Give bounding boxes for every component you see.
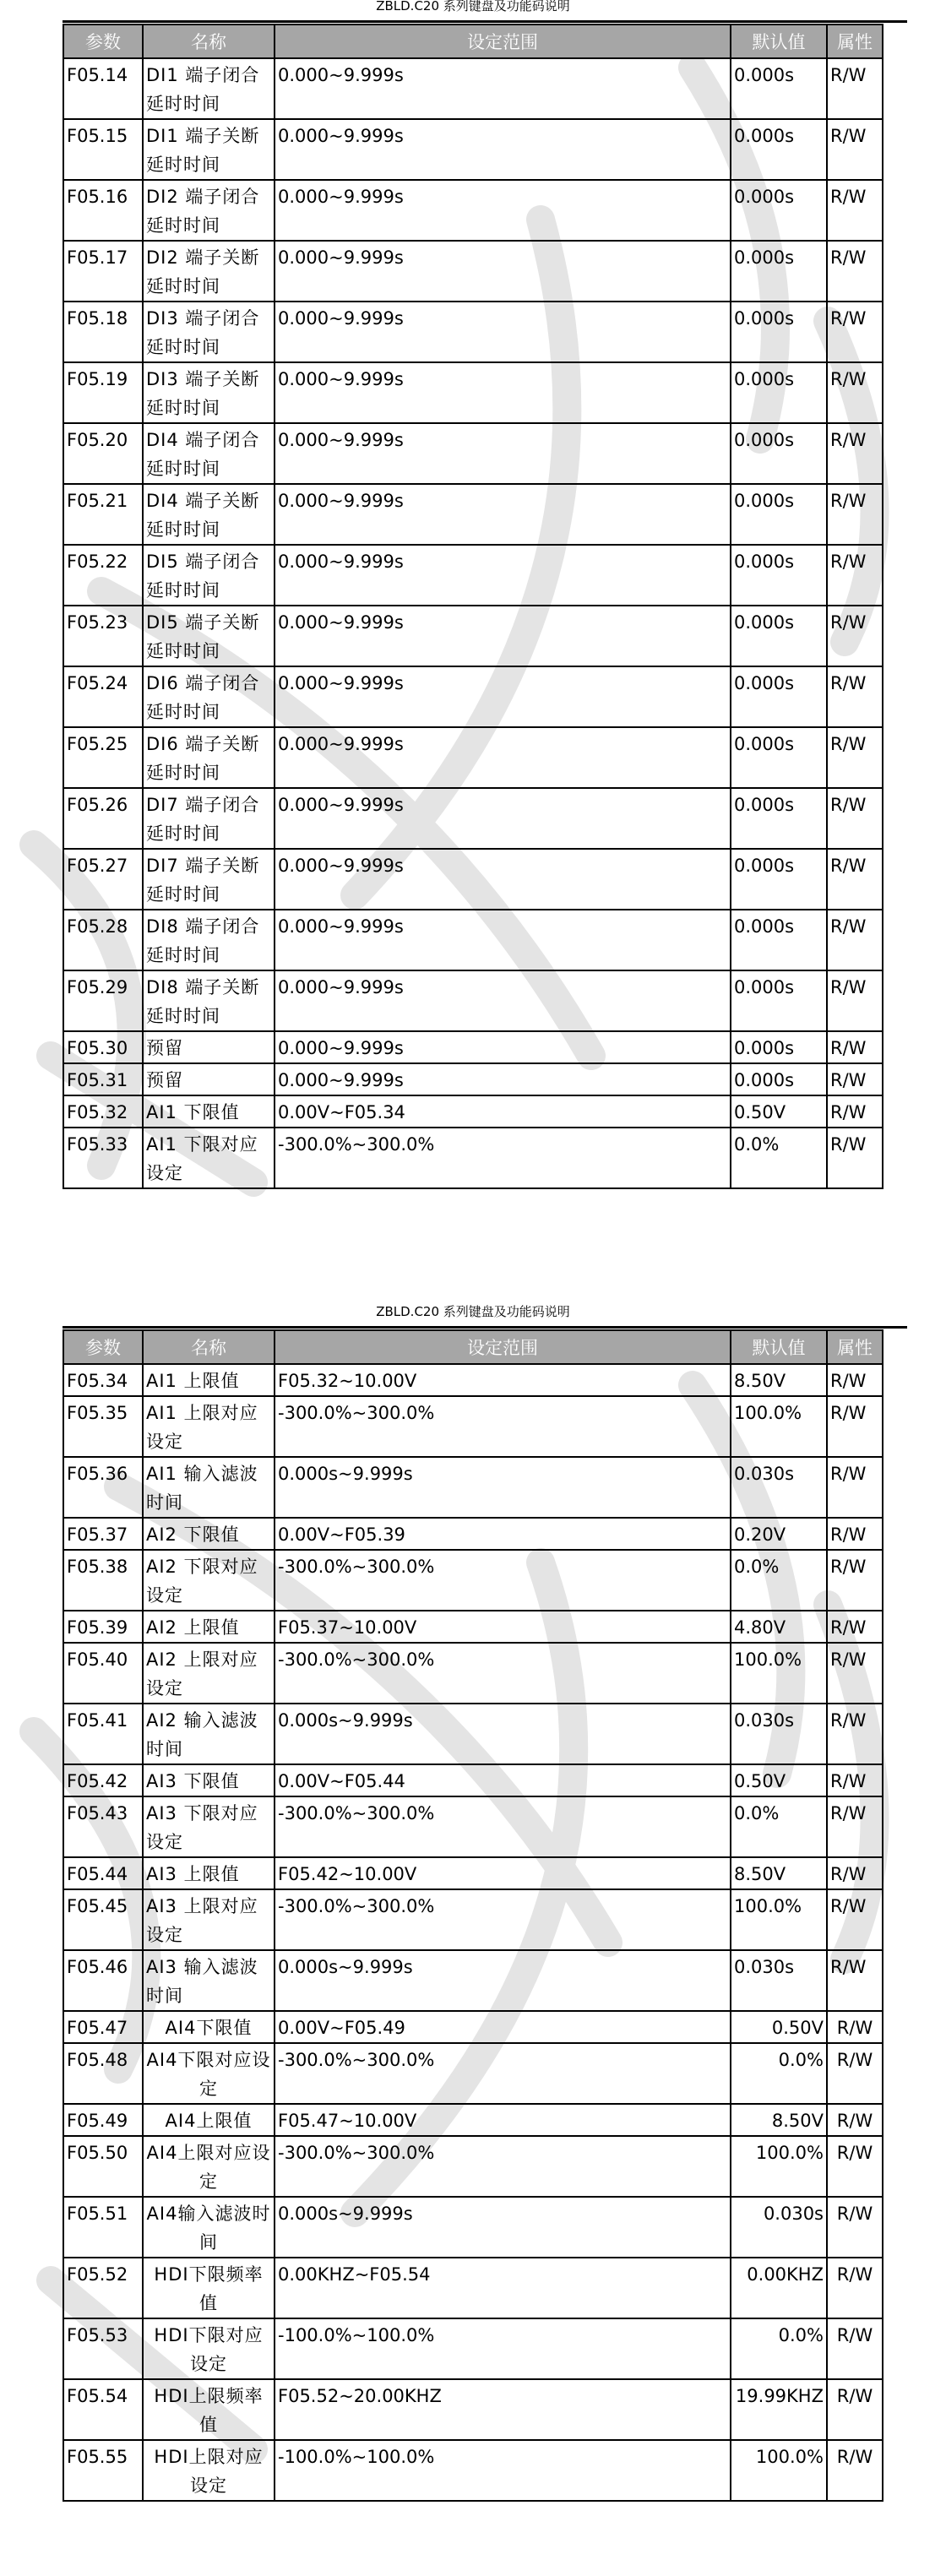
param-code-cell: F05.25 [63,727,143,788]
setting-range-cell: 0.000~9.999s [275,119,731,180]
attribute-cell: R/W [827,2136,883,2197]
column-header-param: 参数 [63,1330,143,1364]
param-code-cell: F05.49 [63,2104,143,2136]
param-name-cell: DI5 端子关断延时时间 [143,606,275,666]
table-row [63,1128,883,1188]
setting-range-cell: F05.42~10.00V [275,1857,731,1889]
default-value-cell: 0.000s [731,1031,827,1063]
param-name-cell: AI2 上限值 [143,1611,275,1643]
attribute-cell: R/W [827,1396,883,1457]
setting-range-cell: 0.000s~9.999s [275,1457,731,1518]
param-code-cell: F05.53 [63,2318,143,2379]
column-header-name: 名称 [143,24,275,58]
setting-range-cell: 0.00V~F05.39 [275,1518,731,1550]
default-value-cell: 0.000s [731,970,827,1031]
table-row [63,1550,883,1611]
param-code-cell: F05.38 [63,1550,143,1611]
param-name-cell: DI4 端子关断延时时间 [143,484,275,545]
attribute-cell: R/W [827,1095,883,1128]
param-name-cell: AI4输入滤波时间 [143,2197,275,2258]
table-row [63,1095,883,1128]
setting-range-cell: 0.000~9.999s [275,606,731,666]
table-row [63,1611,883,1643]
column-header-range: 设定范围 [275,1330,731,1364]
param-name-cell: AI4上限值 [143,2104,275,2136]
table-row [63,302,883,362]
default-value-cell: 4.80V [731,1611,827,1643]
param-name-cell: AI4上限对应设定 [143,2136,275,2197]
attribute-cell: R/W [827,545,883,606]
table-header-row [63,1330,883,1364]
attribute-cell: R/W [827,2011,883,2043]
param-code-cell: F05.35 [63,1396,143,1457]
default-value-cell: 0.000s [731,545,827,606]
setting-range-cell: 0.000~9.999s [275,423,731,484]
param-code-cell: F05.33 [63,1128,143,1188]
param-code-cell: F05.27 [63,849,143,910]
setting-range-cell: -100.0%~100.0% [275,2440,731,2501]
setting-range-cell: 0.000~9.999s [275,362,731,423]
table-row [63,727,883,788]
default-value-cell: 0.030s [731,1704,827,1764]
table-row [63,1796,883,1857]
param-name-cell: AI4下限值 [143,2011,275,2043]
table-row [63,1457,883,1518]
parameter-table [63,24,883,1189]
default-value-cell: 0.000s [731,241,827,302]
param-name-cell: DI1 端子闭合延时时间 [143,58,275,119]
param-code-cell: F05.16 [63,180,143,241]
attribute-cell: R/W [827,2043,883,2104]
param-name-cell: AI1 上限对应设定 [143,1396,275,1457]
param-code-cell: F05.39 [63,1611,143,1643]
table-header-row [63,24,883,58]
param-name-cell: AI2 下限值 [143,1518,275,1550]
param-name-cell: AI3 上限对应设定 [143,1889,275,1950]
setting-range-cell: 0.000~9.999s [275,788,731,849]
setting-range-cell: 0.00V~F05.44 [275,1764,731,1796]
attribute-cell: R/W [827,970,883,1031]
param-name-cell: AI1 下限值 [143,1095,275,1128]
setting-range-cell: 0.000~9.999s [275,910,731,970]
header-rule [63,20,907,23]
param-code-cell: F05.34 [63,1364,143,1396]
param-name-cell: HDI下限对应设定 [143,2318,275,2379]
setting-range-cell: 0.000~9.999s [275,849,731,910]
param-name-cell: AI4下限对应设定 [143,2043,275,2104]
attribute-cell: R/W [827,1031,883,1063]
param-name-cell: AI3 下限对应设定 [143,1796,275,1857]
default-value-cell: 0.000s [731,606,827,666]
param-code-cell: F05.31 [63,1063,143,1095]
table-row [63,606,883,666]
attribute-cell: R/W [827,241,883,302]
setting-range-cell: F05.32~10.00V [275,1364,731,1396]
table-row [63,1889,883,1950]
setting-range-cell: -300.0%~300.0% [275,2043,731,2104]
table-row [63,2318,883,2379]
table-row [63,1704,883,1764]
default-value-cell: 0.030s [731,1457,827,1518]
default-value-cell: 0.000s [731,484,827,545]
param-name-cell: DI3 端子闭合延时时间 [143,302,275,362]
setting-range-cell: F05.52~20.00KHZ [275,2379,731,2440]
table-row [63,2379,883,2440]
table-row [63,2197,883,2258]
table-row [63,1764,883,1796]
attribute-cell: R/W [827,1550,883,1611]
setting-range-cell: -100.0%~100.0% [275,2318,731,2379]
setting-range-cell: -300.0%~300.0% [275,1643,731,1704]
param-code-cell: F05.50 [63,2136,143,2197]
attribute-cell: R/W [827,1857,883,1889]
param-name-cell: 预留 [143,1063,275,1095]
attribute-cell: R/W [827,58,883,119]
default-value-cell: 0.000s [731,58,827,119]
column-header-default: 默认值 [731,24,827,58]
attribute-cell: R/W [827,2318,883,2379]
param-code-cell: F05.21 [63,484,143,545]
attribute-cell: R/W [827,180,883,241]
table-row [63,788,883,849]
attribute-cell: R/W [827,606,883,666]
attribute-cell: R/W [827,1611,883,1643]
table-row [63,2011,883,2043]
default-value-cell: 0.000s [731,666,827,727]
default-value-cell: 8.50V [731,1857,827,1889]
table-row [63,666,883,727]
setting-range-cell: 0.00KHZ~F05.54 [275,2258,731,2318]
default-value-cell: 0.20V [731,1518,827,1550]
table-row [63,1031,883,1063]
param-code-cell: F05.52 [63,2258,143,2318]
param-code-cell: F05.51 [63,2197,143,2258]
setting-range-cell: 0.000~9.999s [275,302,731,362]
default-value-cell: 0.0% [731,2043,827,2104]
param-name-cell: 预留 [143,1031,275,1063]
param-code-cell: F05.37 [63,1518,143,1550]
param-name-cell: DI4 端子闭合延时时间 [143,423,275,484]
param-name-cell: AI1 输入滤波时间 [143,1457,275,1518]
param-code-cell: F05.26 [63,788,143,849]
setting-range-cell: F05.37~10.00V [275,1611,731,1643]
column-header-attribute: 属性 [827,1330,883,1364]
setting-range-cell: -300.0%~300.0% [275,1796,731,1857]
attribute-cell: R/W [827,2379,883,2440]
default-value-cell: 0.030s [731,2197,827,2258]
attribute-cell: R/W [827,119,883,180]
param-code-cell: F05.22 [63,545,143,606]
table-row [63,910,883,970]
param-name-cell: DI7 端子闭合延时时间 [143,788,275,849]
attribute-cell: R/W [827,2440,883,2501]
param-name-cell: AI2 输入滤波时间 [143,1704,275,1764]
param-code-cell: F05.44 [63,1857,143,1889]
column-header-attribute: 属性 [827,24,883,58]
default-value-cell: 0.0% [731,2318,827,2379]
table-row [63,484,883,545]
param-code-cell: F05.30 [63,1031,143,1063]
setting-range-cell: 0.000s~9.999s [275,1704,731,1764]
table-row [63,2440,883,2501]
default-value-cell: 0.000s [731,362,827,423]
attribute-cell: R/W [827,1518,883,1550]
table-row [63,2104,883,2136]
default-value-cell: 0.000s [731,302,827,362]
table-row [63,2136,883,2197]
setting-range-cell: 0.000~9.999s [275,1063,731,1095]
attribute-cell: R/W [827,362,883,423]
param-code-cell: F05.29 [63,970,143,1031]
default-value-cell: 0.000s [731,910,827,970]
default-value-cell: 0.000s [731,423,827,484]
table-row [63,180,883,241]
default-value-cell: 0.000s [731,1063,827,1095]
table-row [63,1950,883,2011]
table-row [63,241,883,302]
default-value-cell: 0.000s [731,788,827,849]
table-row [63,970,883,1031]
setting-range-cell: 0.000s~9.999s [275,1950,731,2011]
setting-range-cell: 0.000~9.999s [275,58,731,119]
setting-range-cell: -300.0%~300.0% [275,1396,731,1457]
param-code-cell: F05.54 [63,2379,143,2440]
table-row [63,1518,883,1550]
param-name-cell: HDI上限频率值 [143,2379,275,2440]
param-name-cell: AI1 上限值 [143,1364,275,1396]
table-row [63,119,883,180]
attribute-cell: R/W [827,484,883,545]
param-code-cell: F05.14 [63,58,143,119]
default-value-cell: 0.030s [731,1950,827,2011]
attribute-cell: R/W [827,1764,883,1796]
default-value-cell: 0.50V [731,1095,827,1128]
param-name-cell: AI3 输入滤波时间 [143,1950,275,2011]
param-code-cell: F05.28 [63,910,143,970]
setting-range-cell: -300.0%~300.0% [275,2136,731,2197]
parameter-table [63,1329,883,2502]
page-header: ZBLD.C20 系列键盘及功能码说明 [376,1304,570,1319]
attribute-cell: R/W [827,1950,883,2011]
setting-range-cell: 0.000~9.999s [275,241,731,302]
default-value-cell: 100.0% [731,2136,827,2197]
param-name-cell: DI1 端子关断延时时间 [143,119,275,180]
attribute-cell: R/W [827,1063,883,1095]
default-value-cell: 0.0% [731,1796,827,1857]
setting-range-cell: -300.0%~300.0% [275,1550,731,1611]
param-name-cell: DI3 端子关断延时时间 [143,362,275,423]
setting-range-cell: 0.00V~F05.34 [275,1095,731,1128]
attribute-cell: R/W [827,1643,883,1704]
attribute-cell: R/W [827,423,883,484]
column-header-param: 参数 [63,24,143,58]
default-value-cell: 100.0% [731,1396,827,1457]
setting-range-cell: 0.000~9.999s [275,727,731,788]
attribute-cell: R/W [827,2104,883,2136]
param-name-cell: AI3 下限值 [143,1764,275,1796]
setting-range-cell: F05.47~10.00V [275,2104,731,2136]
default-value-cell: 19.99KHZ [731,2379,827,2440]
param-code-cell: F05.42 [63,1764,143,1796]
param-name-cell: DI6 端子关断延时时间 [143,727,275,788]
default-value-cell: 100.0% [731,2440,827,2501]
attribute-cell: R/W [827,1704,883,1764]
table-row [63,2258,883,2318]
header-rule [63,1326,907,1329]
attribute-cell: R/W [827,302,883,362]
table-row [63,1643,883,1704]
param-code-cell: F05.43 [63,1796,143,1857]
default-value-cell: 100.0% [731,1889,827,1950]
param-code-cell: F05.15 [63,119,143,180]
setting-range-cell: 0.000~9.999s [275,180,731,241]
attribute-cell: R/W [827,2197,883,2258]
table-row [63,545,883,606]
setting-range-cell: 0.00V~F05.49 [275,2011,731,2043]
default-value-cell: 8.50V [731,1364,827,1396]
table-row [63,849,883,910]
column-header-name: 名称 [143,1330,275,1364]
param-code-cell: F05.32 [63,1095,143,1128]
param-code-cell: F05.23 [63,606,143,666]
param-code-cell: F05.17 [63,241,143,302]
attribute-cell: R/W [827,1364,883,1396]
param-name-cell: DI6 端子闭合延时时间 [143,666,275,727]
column-header-range: 设定范围 [275,24,731,58]
param-code-cell: F05.18 [63,302,143,362]
attribute-cell: R/W [827,1128,883,1188]
setting-range-cell: 0.000~9.999s [275,970,731,1031]
table-row [63,2043,883,2104]
param-code-cell: F05.41 [63,1704,143,1764]
attribute-cell: R/W [827,1796,883,1857]
param-code-cell: F05.47 [63,2011,143,2043]
param-name-cell: AI1 下限对应设定 [143,1128,275,1188]
table-row [63,58,883,119]
param-name-cell: DI8 端子闭合延时时间 [143,910,275,970]
param-name-cell: AI3 上限值 [143,1857,275,1889]
param-code-cell: F05.55 [63,2440,143,2501]
param-name-cell: AI2 上限对应设定 [143,1643,275,1704]
table-row [63,1857,883,1889]
attribute-cell: R/W [827,2258,883,2318]
page-header: ZBLD.C20 系列键盘及功能码说明 [376,0,570,14]
param-code-cell: F05.36 [63,1457,143,1518]
param-code-cell: F05.19 [63,362,143,423]
attribute-cell: R/W [827,666,883,727]
attribute-cell: R/W [827,849,883,910]
default-value-cell: 100.0% [731,1643,827,1704]
attribute-cell: R/W [827,788,883,849]
table-row [63,423,883,484]
default-value-cell: 0.0% [731,1550,827,1611]
param-name-cell: DI7 端子关断延时时间 [143,849,275,910]
attribute-cell: R/W [827,910,883,970]
param-name-cell: DI5 端子闭合延时时间 [143,545,275,606]
param-code-cell: F05.20 [63,423,143,484]
setting-range-cell: -300.0%~300.0% [275,1889,731,1950]
setting-range-cell: 0.000~9.999s [275,1031,731,1063]
default-value-cell: 0.000s [731,849,827,910]
attribute-cell: R/W [827,1457,883,1518]
setting-range-cell: 0.000~9.999s [275,666,731,727]
table-row [63,362,883,423]
default-value-cell: 0.000s [731,180,827,241]
default-value-cell: 0.0% [731,1128,827,1188]
param-name-cell: HDI下限频率值 [143,2258,275,2318]
default-value-cell: 0.000s [731,119,827,180]
param-code-cell: F05.45 [63,1889,143,1950]
param-name-cell: DI2 端子关断延时时间 [143,241,275,302]
param-name-cell: AI2 下限对应设定 [143,1550,275,1611]
setting-range-cell: -300.0%~300.0% [275,1128,731,1188]
attribute-cell: R/W [827,727,883,788]
attribute-cell: R/W [827,1889,883,1950]
default-value-cell: 0.000s [731,727,827,788]
table-row [63,1364,883,1396]
param-name-cell: HDI上限对应设定 [143,2440,275,2501]
default-value-cell: 0.00KHZ [731,2258,827,2318]
param-code-cell: F05.40 [63,1643,143,1704]
table-row [63,1063,883,1095]
default-value-cell: 8.50V [731,2104,827,2136]
default-value-cell: 0.50V [731,2011,827,2043]
setting-range-cell: 0.000~9.999s [275,545,731,606]
param-name-cell: DI8 端子关断延时时间 [143,970,275,1031]
param-code-cell: F05.46 [63,1950,143,2011]
setting-range-cell: 0.000s~9.999s [275,2197,731,2258]
param-name-cell: DI2 端子闭合延时时间 [143,180,275,241]
setting-range-cell: 0.000~9.999s [275,484,731,545]
param-code-cell: F05.48 [63,2043,143,2104]
table-row [63,1396,883,1457]
param-code-cell: F05.24 [63,666,143,727]
default-value-cell: 0.50V [731,1764,827,1796]
column-header-default: 默认值 [731,1330,827,1364]
